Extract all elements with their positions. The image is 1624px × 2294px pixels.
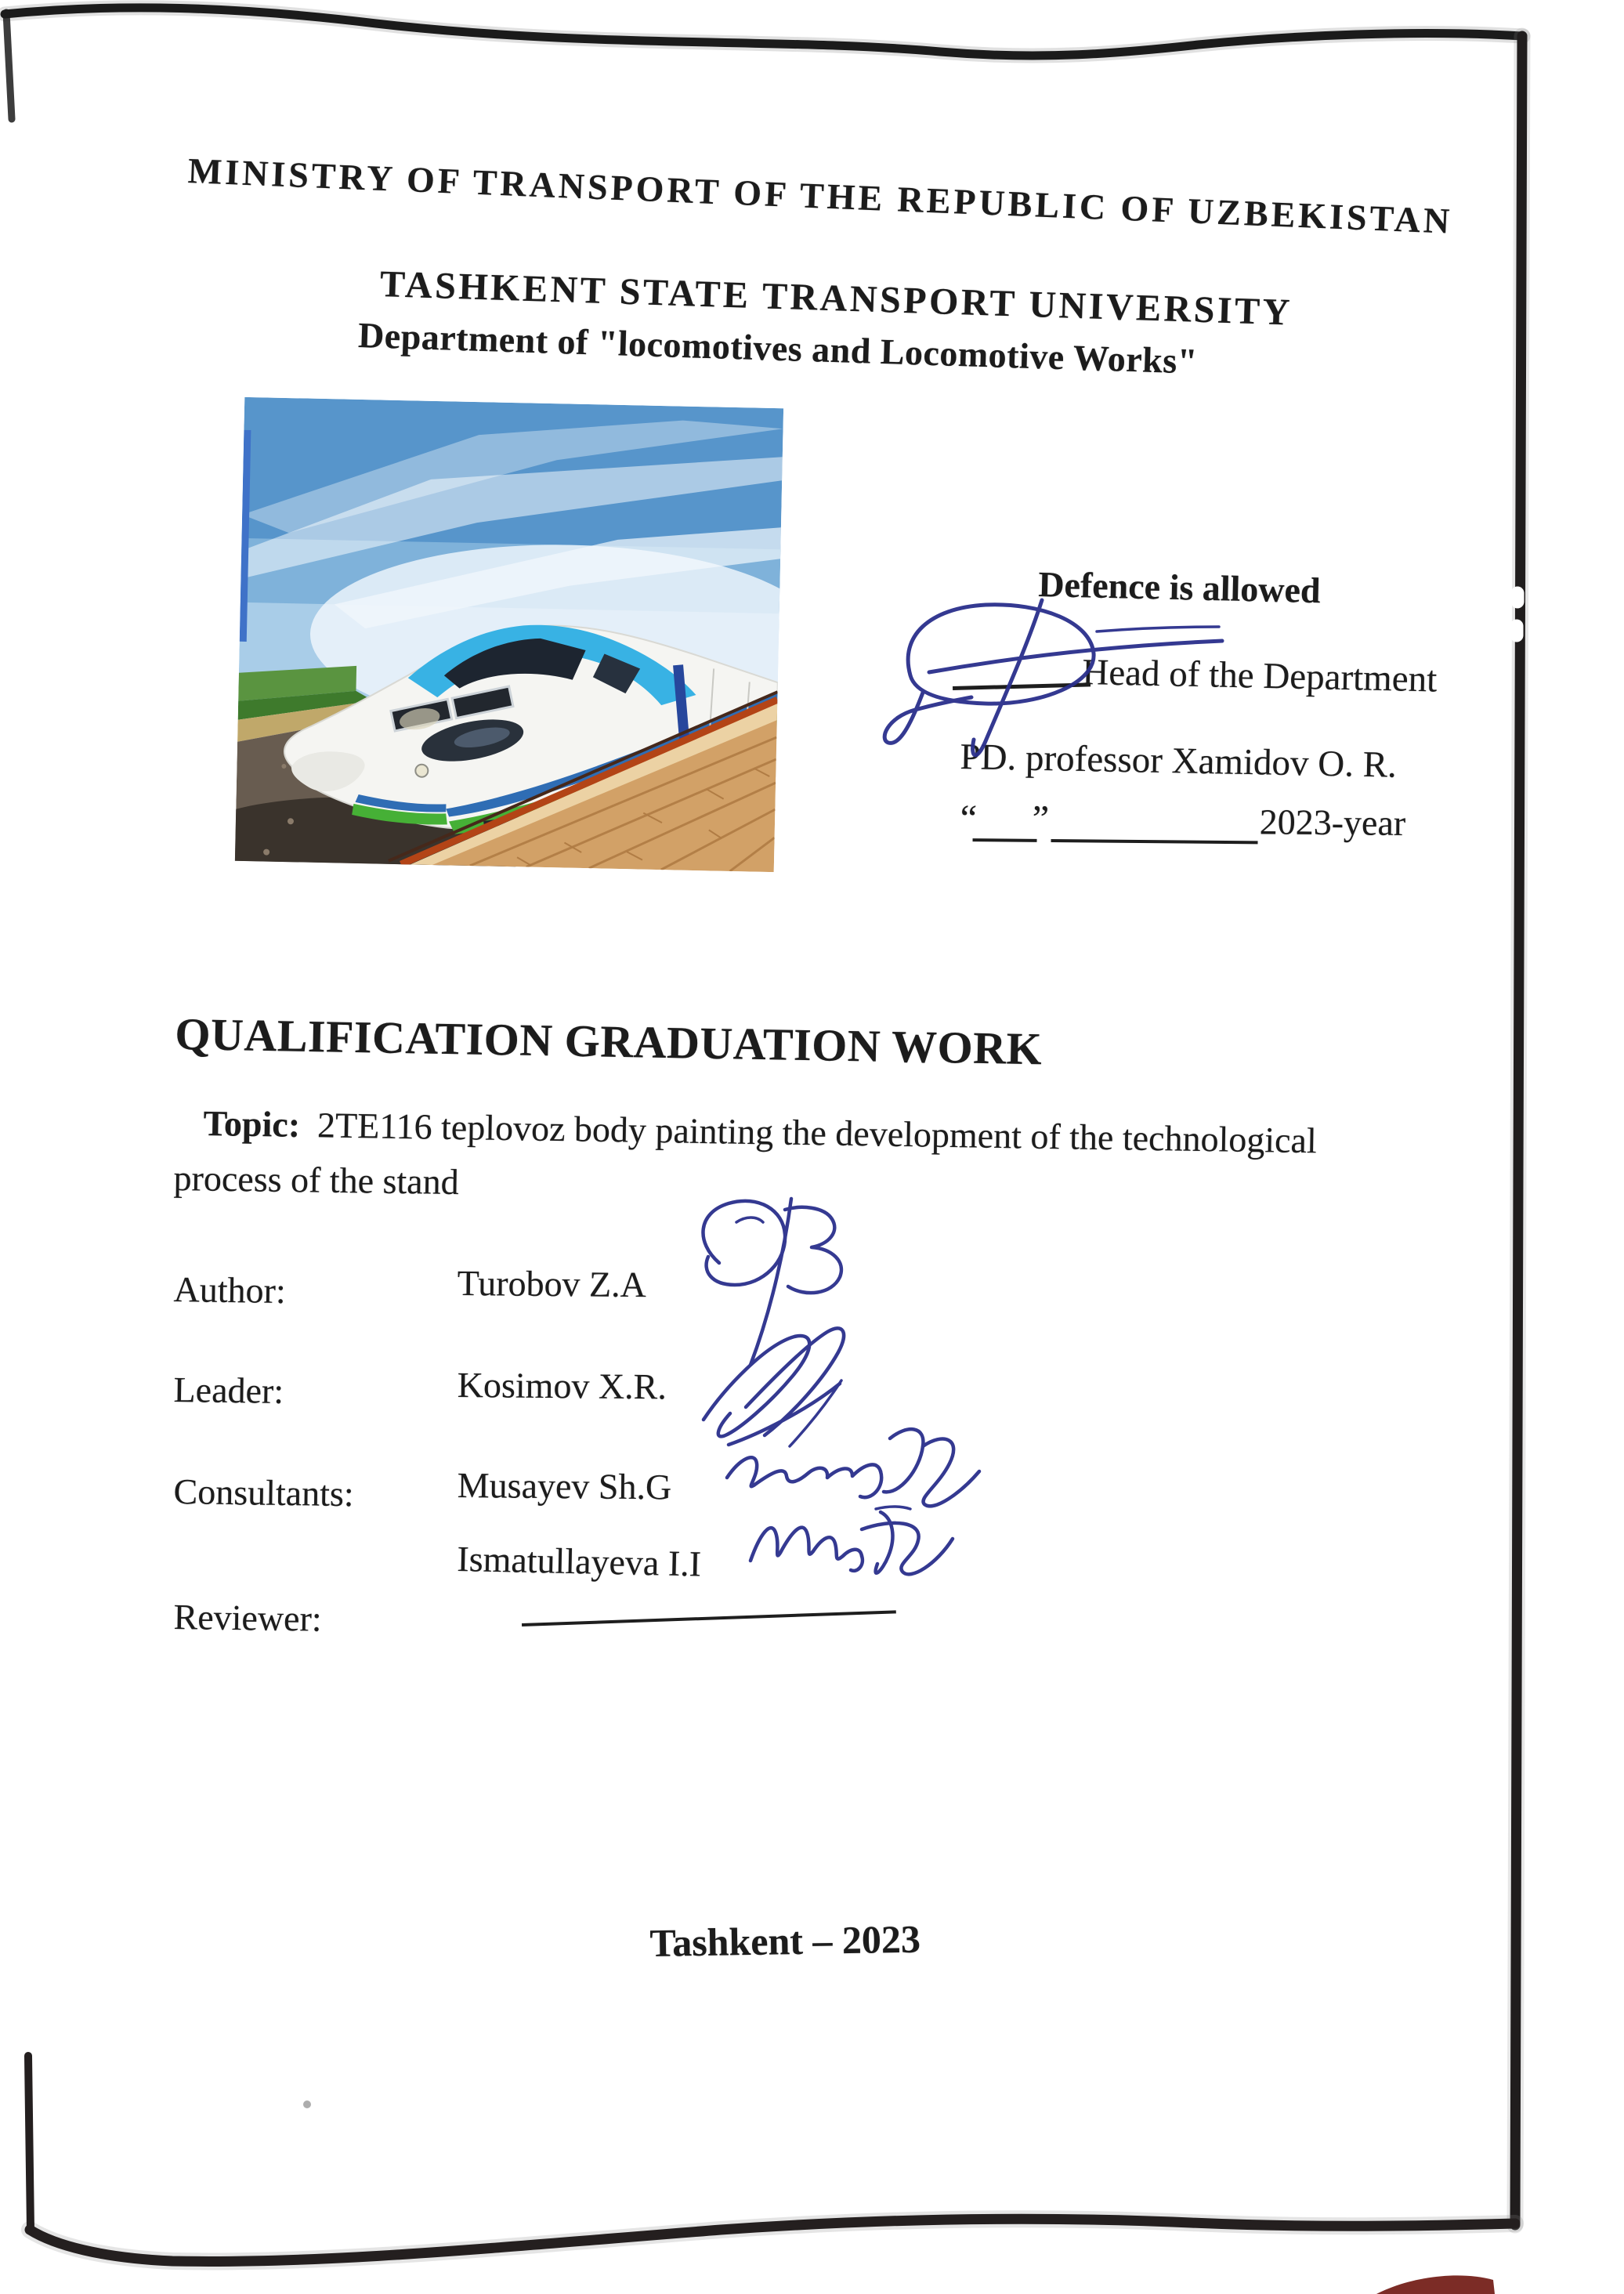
scan-stain — [1376, 2275, 1495, 2294]
university-title: TASHKENT STATE TRANSPORT UNIVERSITY — [379, 263, 1293, 334]
leader-name: Kosimov X.R. — [457, 1365, 667, 1407]
reviewer-line — [522, 1610, 896, 1626]
department-title: Department of "locomotives and Locomotive Works" — [357, 315, 1199, 382]
professor-name-text: PD. professor Xamidov O. R. — [960, 736, 1398, 786]
leader-label: Leader: — [173, 1370, 284, 1411]
consultant-signature-1 — [727, 1429, 979, 1506]
work-title: QUALIFICATION GRADUATION WORK — [174, 1008, 1043, 1075]
topic-line-1 — [203, 1103, 1317, 1161]
consultant-name-1: Musayev Sh.G — [457, 1465, 672, 1507]
leader-signature — [703, 1328, 844, 1446]
ministry-title: MINISTRY OF TRANSPORT OF THE REPUBLIC OF UZBEKISTAN — [186, 150, 1454, 241]
author-label: Author: — [173, 1269, 287, 1311]
date-month-line — [1051, 839, 1258, 844]
topic-line-2: process of the stand — [173, 1158, 460, 1203]
consultant-signature-2 — [751, 1507, 953, 1574]
reviewer-label: Reviewer: — [173, 1597, 323, 1639]
date-day-line — [973, 838, 1037, 842]
head-of-department-text: Head of the Department — [1081, 652, 1438, 700]
headlight — [415, 765, 428, 777]
signature-line — [953, 682, 1091, 690]
footer-city-year: Tashkent – 2023 — [649, 1916, 921, 1965]
consultants-label: Consultants: — [173, 1471, 355, 1514]
consultant-name-2: Ismatullayeva I.I — [456, 1539, 702, 1584]
defence-allowed-text: Defence is allowed — [1037, 564, 1322, 611]
scan-dot — [303, 2100, 311, 2108]
train-photo — [235, 397, 783, 872]
author-name: Turobov Z.A — [457, 1263, 647, 1305]
year-text: 2023-year — [1259, 801, 1406, 843]
open-quote: “ — [960, 798, 978, 840]
topic-label: Topic: — [203, 1103, 301, 1145]
topic-text: 2TE116 teplovoz body painting the development of the technological — [316, 1105, 1318, 1161]
date-line — [960, 798, 1430, 864]
author-signature — [703, 1199, 841, 1365]
close-quote: ” — [1032, 798, 1050, 840]
